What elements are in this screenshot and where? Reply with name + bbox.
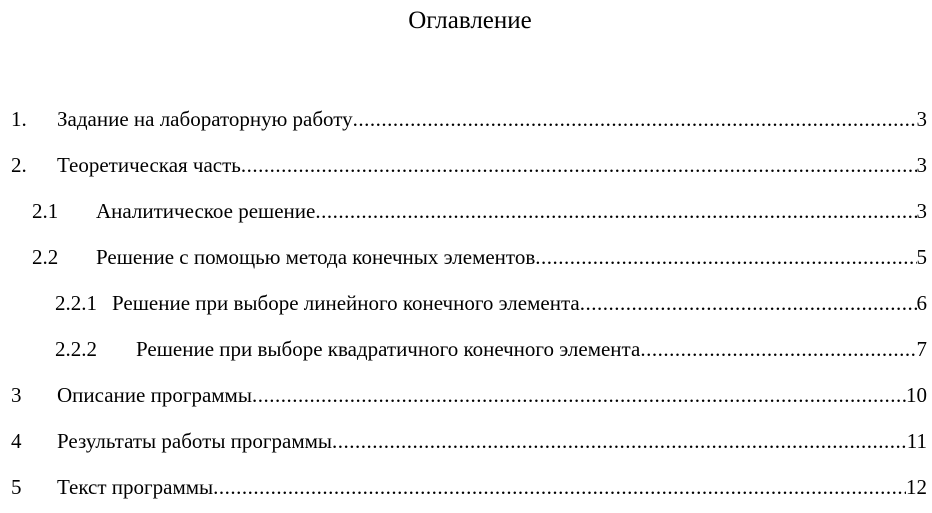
toc-entry-number: 5 xyxy=(11,475,22,499)
toc-entry-2[interactable] xyxy=(0,145,932,191)
toc-entry-2-2-1[interactable] xyxy=(0,283,932,329)
toc-dot-leader xyxy=(241,145,917,185)
toc-entry-text: Задание на лабораторную работу xyxy=(57,107,353,131)
toc-entry-text: Текст программы xyxy=(57,475,214,499)
toc-entry-number: 2.2.1 xyxy=(55,291,97,315)
toc-entry-1[interactable] xyxy=(0,99,932,145)
toc-entry-text: Решение при выборе линейного конечного элемента xyxy=(112,291,580,315)
toc-entry-page: 12 xyxy=(906,475,927,499)
toc-entry-number: 2.1 xyxy=(32,199,59,223)
toc-entry-text: Описание программы xyxy=(57,383,252,407)
toc-title: Оглавление xyxy=(408,7,532,34)
toc-dot-leader xyxy=(535,237,916,277)
toc-entry-page: 7 xyxy=(916,337,927,361)
toc-entry-text: Решение с помощью метода конечных элементов xyxy=(96,245,536,269)
toc-entry-3[interactable] xyxy=(0,375,932,421)
toc-entry-2-2[interactable] xyxy=(0,237,932,283)
toc-entry-page: 11 xyxy=(906,429,927,453)
toc-entry-4[interactable] xyxy=(0,421,932,467)
toc-entry-text: Теоретическая часть xyxy=(57,153,241,177)
toc-entry-leader xyxy=(57,421,927,461)
toc-dot-leader xyxy=(315,191,916,231)
toc-entry-text: Решение при выборе квадратичного конечного элемента xyxy=(136,337,641,361)
toc-entry-2-1[interactable] xyxy=(0,191,932,237)
toc-dot-leader xyxy=(580,283,917,323)
toc-entry-leader xyxy=(96,237,927,277)
toc-entry-leader xyxy=(57,145,927,185)
toc-entry-leader xyxy=(96,191,927,231)
toc-entry-2-2-2[interactable] xyxy=(0,329,932,375)
toc-entry-number: 2.2 xyxy=(32,245,59,269)
toc-entry-leader xyxy=(57,467,927,507)
toc-entry-number: 4 xyxy=(11,429,22,453)
toc-entry-leader xyxy=(57,99,927,139)
toc-entry-page: 3 xyxy=(916,107,927,131)
toc-dot-leader xyxy=(353,99,917,139)
toc-entry-number: 2. xyxy=(11,153,27,177)
toc-dot-leader xyxy=(640,329,916,369)
toc-entry-text: Результаты работы программы xyxy=(57,429,333,453)
toc-entry-leader xyxy=(57,375,927,415)
toc-entry-page: 6 xyxy=(916,291,927,315)
toc-list xyxy=(0,99,932,513)
toc-entry-page: 5 xyxy=(916,245,927,269)
toc-dot-leader xyxy=(332,421,907,461)
toc-entry-number: 1. xyxy=(11,107,27,131)
toc-entry-page: 10 xyxy=(906,383,927,407)
toc-entry-number: 2.2.2 xyxy=(55,337,97,361)
toc-entry-page: 3 xyxy=(916,199,927,223)
toc-entry-5[interactable] xyxy=(0,467,932,513)
toc-entry-page: 3 xyxy=(916,153,927,177)
toc-entry-number: 3 xyxy=(11,383,22,407)
toc-dot-leader xyxy=(213,467,906,507)
toc-entry-leader xyxy=(112,283,927,323)
toc-entry-leader xyxy=(136,329,927,369)
toc-entry-text: Аналитическое решение xyxy=(96,199,316,223)
toc-dot-leader xyxy=(252,375,906,415)
